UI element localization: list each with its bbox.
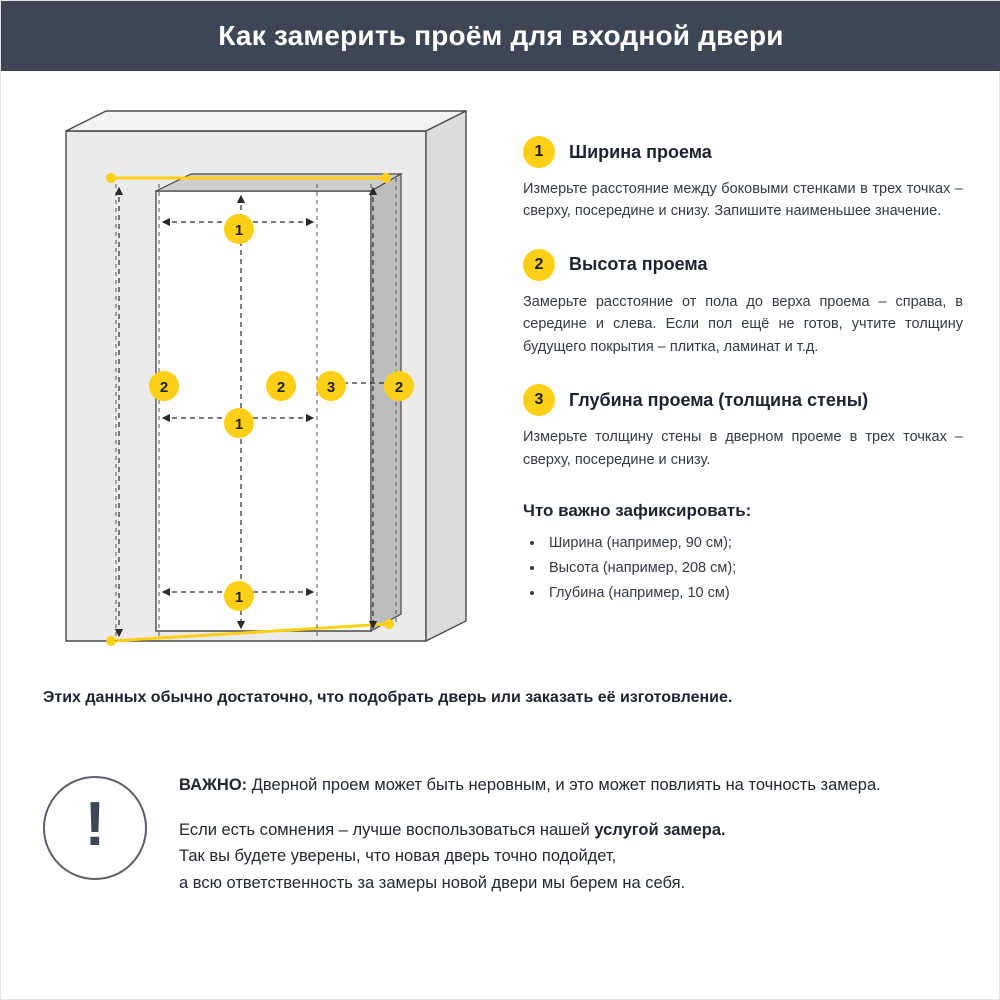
step-text-2: Замерьте расстояние от пола до верха проема – справа, в середине и слева. Если пол ещё не готов, учтите толщину будущего покрытия – плитка, ламинат и т.д. [523, 293, 963, 355]
capture-list [523, 531, 973, 605]
door-opening-shape [156, 174, 404, 631]
important-service-link: услугой замера. [594, 820, 726, 839]
list-item: • Глубина (например, 10 см) [545, 581, 973, 606]
step-item-depth [523, 384, 973, 471]
svg-text:2: 2 [394, 379, 404, 396]
important-label: ВАЖНО: [179, 776, 248, 794]
svg-text:1: 1 [234, 589, 244, 606]
svg-text:3: 3 [326, 379, 336, 396]
marker-2-center [266, 371, 296, 401]
svg-text:1: 1 [234, 222, 244, 239]
step-header [523, 384, 973, 416]
step-text-3: Измерьте толщину стены в дверном проеме в трех точках – сверху, посередине и снизу. [523, 429, 963, 468]
door-opening-illustration [41, 96, 501, 676]
marker-1-middle [224, 408, 254, 438]
capture-title: Что важно зафиксировать: [523, 501, 752, 521]
important-paragraph-2 [179, 817, 881, 897]
summary-text: Этих данных обычно достаточно, что подобрать дверь или заказать её изготовление. [43, 689, 733, 706]
marker-3-depth [316, 371, 346, 401]
important-paragraph-2-part2: Так вы будете уверены, что новая дверь точно подойдет, [179, 847, 617, 866]
important-text [179, 766, 881, 897]
steps-list [523, 136, 973, 605]
marker-2-left [149, 371, 179, 401]
important-paragraph-2-part1: Если есть сомнения – лучше воспользоваться нашей [179, 820, 595, 839]
step-title-2: Высота проема [569, 254, 708, 275]
important-paragraph-1-rest: Дверной проем может быть неровным, и это может повлиять на точность замера. [247, 776, 881, 794]
page-title: Как замерить проём для входной двери [218, 20, 784, 51]
marker-1-top [224, 214, 254, 244]
page-header [1, 1, 1000, 71]
step-header [523, 136, 973, 168]
important-paragraph-2-part3: а всю ответственность за замеры новой двери мы берем на себя. [179, 874, 686, 893]
step-item-width [523, 136, 973, 223]
svg-text:1: 1 [234, 416, 244, 433]
step-badge-3: 3 [523, 384, 555, 416]
step-item-height [523, 249, 973, 358]
marker-1-bottom [224, 581, 254, 611]
exclamation-icon: ! [43, 776, 147, 880]
capture-block [523, 501, 973, 605]
step-badge-2: 2 [523, 249, 555, 281]
step-title-3: Глубина проема (толщина стены) [569, 389, 869, 410]
step-badge-1: 1 [523, 136, 555, 168]
svg-text:2: 2 [276, 379, 286, 396]
step-title-1: Ширина проема [569, 141, 712, 162]
important-block [43, 766, 963, 897]
marker-2-right [384, 371, 414, 401]
step-text-1: Измерьте расстояние между боковыми стенками в трех точках – сверху, посередине и снизу. Запишите наименьшее значение. [523, 181, 963, 220]
svg-text:2: 2 [159, 379, 169, 396]
list-item: • Ширина (например, 90 см); [545, 531, 973, 556]
step-header [523, 249, 973, 281]
important-paragraph-1 [179, 772, 881, 799]
list-item: • Высота (например, 208 см); [545, 556, 973, 581]
